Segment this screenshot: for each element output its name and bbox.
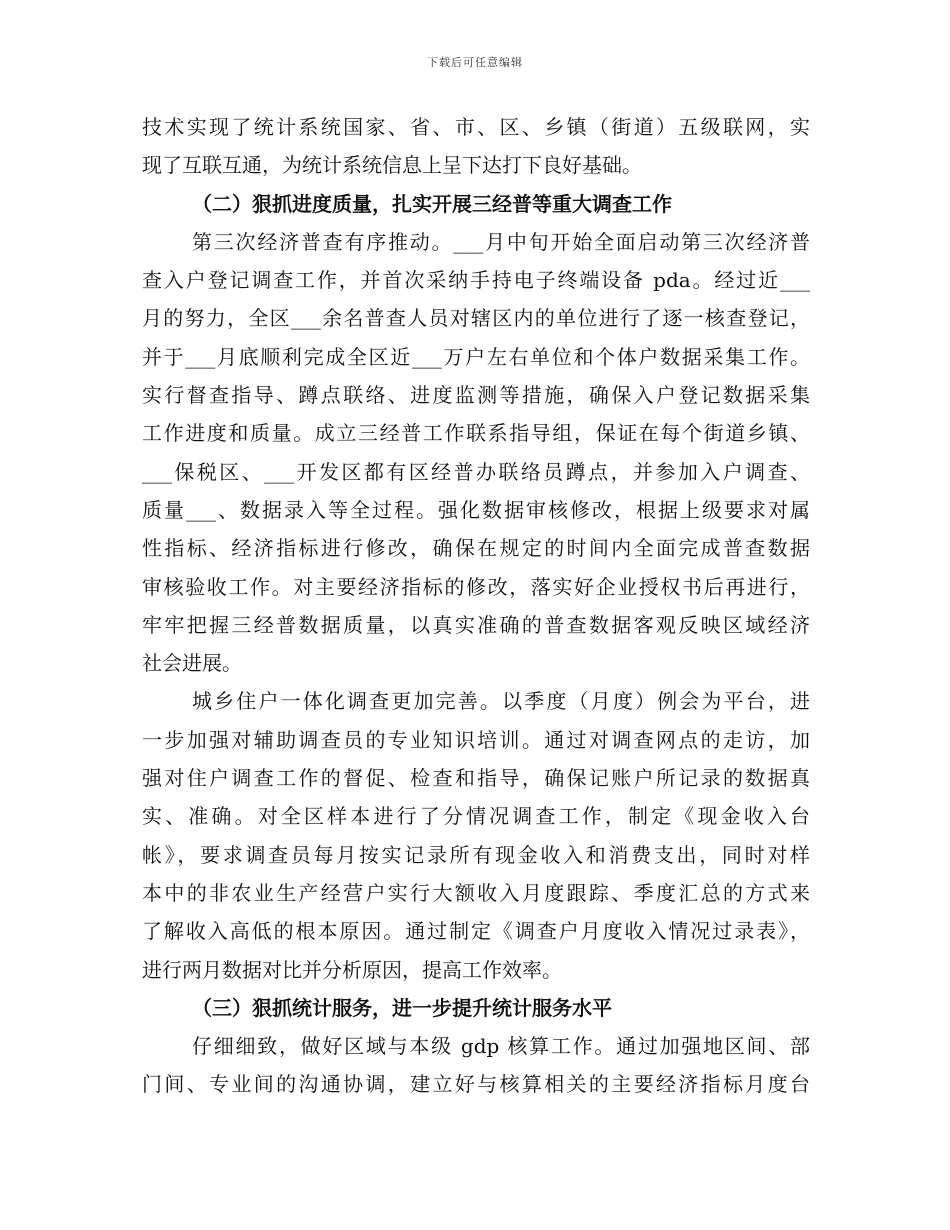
text-line: 城乡住户一体化调查更加完善。以季度（月度）例会为平台，进 (192, 689, 810, 714)
page-header: 下载后可任意编辑 (427, 56, 523, 69)
text-line: 强对住户调查工作的督促、检查和指导，确保记账户所记录的数据真 (142, 766, 810, 791)
text-line: 工作进度和质量。成立三经普工作联系指导组，保证在每个街道乡镇、 (142, 421, 810, 446)
text-line: 月的努力，全区___余名普查人员对辖区内的单位进行了逐一核查登记， (142, 306, 810, 331)
text-line: 查入户登记调查工作，并首次采纳手持电子终端设备 pda。经过近___ (142, 268, 810, 293)
text-line: 实、准确。对全区样本进行了分情况调查工作，制定《现金收入台 (142, 804, 810, 829)
text-line: 第三次经济普查有序推动。___月中旬开始全面启动第三次经济普 (192, 229, 810, 254)
text-line: 仔细细致，做好区域与本级 gdp 核算工作。通过加强地区间、部 (192, 1034, 810, 1059)
text-line: 社会进展。 (142, 651, 242, 676)
text-line: 帐》，要求调查员每月按实记录所有现金收入和消费支出，同时对样 (142, 842, 810, 867)
text-line: 性指标、经济指标进行修改，确保在规定的时间内全面完成普查数据 (142, 536, 810, 561)
text-line: 一步加强对辅助调查员的专业知识培训。通过对调查网点的走访，加 (142, 727, 810, 752)
text-line: 门间、专业间的沟通协调，建立好与核算相关的主要经济指标月度台 (142, 1072, 810, 1097)
text-line: ___保税区、___开发区都有区经普办联络员蹲点，并参加入户调查、 (142, 459, 810, 484)
text-line: 现了互联互通，为统计系统信息上呈下达打下良好基础。 (142, 153, 642, 178)
text-line: 了解收入高低的根本原因。通过制定《调查户月度收入情况过录表》， (142, 919, 810, 944)
text-line: 本中的非农业生产经营户实行大额收入月度跟踪、季度汇总的方式来 (142, 880, 810, 905)
section-heading: （三）狠抓统计服务，进一步提升统计服务水平 (192, 995, 612, 1020)
text-line: 并于___月底顺利完成全区近___万户左右单位和个体户数据采集工作。 (142, 344, 810, 369)
text-line: 实行督查指导、蹲点联络、进度监测等措施，确保入户登记数据采集 (142, 383, 810, 408)
text-line: 技术实现了统计系统国家、省、市、区、乡镇（街道）五级联网，实 (142, 115, 810, 139)
text-line: 质量___、数据录入等全过程。强化数据审核修改，根据上级要求对属 (142, 497, 810, 522)
section-heading: （二）狠抓进度质量，扎实开展三经普等重大调查工作 (192, 191, 672, 216)
text-line: 审核验收工作。对主要经济指标的修改，落实好企业授权书后再进行， (142, 574, 810, 599)
text-line: 进行两月数据对比并分析原因，提高工作效率。 (142, 957, 562, 982)
text-line: 牢牢把握三经普数据质量，以真实准确的普查数据客观反映区域经济 (142, 612, 810, 637)
document-body (142, 108, 810, 1104)
